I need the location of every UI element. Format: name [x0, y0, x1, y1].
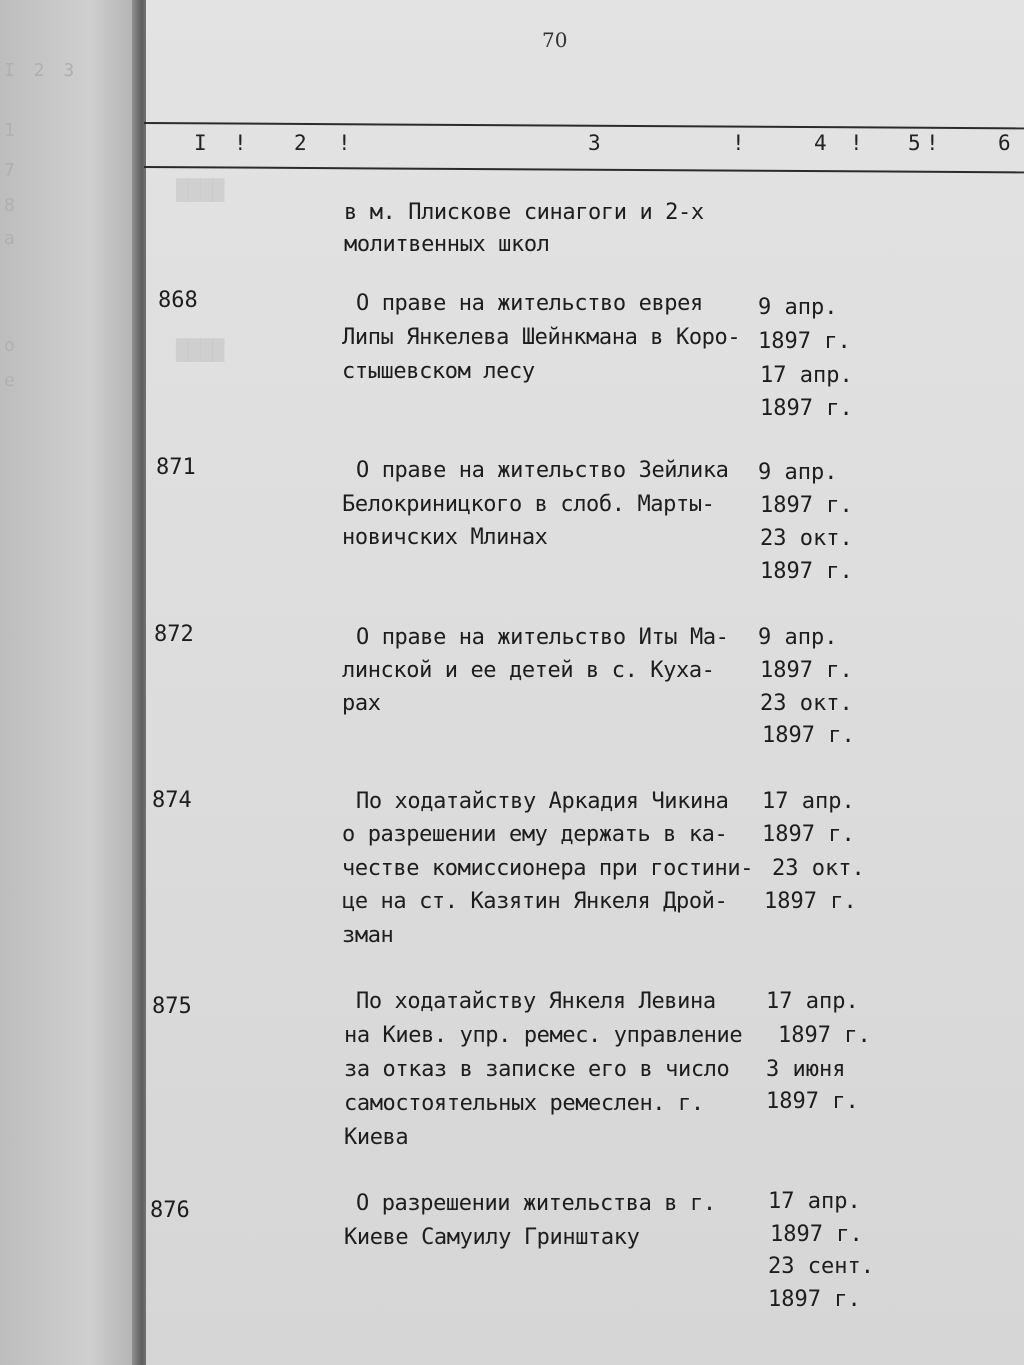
- entry-text-line: По ходатайству Янкеля Левина: [356, 989, 716, 1014]
- entry-text-line: По ходатайству Аркадия Чикина: [356, 789, 729, 814]
- entry-text-line: Белокриницкого в слоб. Марты-: [342, 492, 715, 517]
- entry-date: 1897 г.: [764, 889, 857, 914]
- entry-date: 1897 г.: [760, 658, 853, 683]
- column-header-5: 5: [908, 131, 921, 155]
- entry-text-line: Киева: [344, 1125, 409, 1150]
- page-number: 70: [542, 28, 568, 52]
- entry-text-line: новичских Млинах: [342, 525, 548, 550]
- entry-text-line: О праве на жительство Иты Ма-: [356, 625, 729, 650]
- column-header-3: 3: [588, 131, 601, 155]
- entry-date: 23 окт.: [760, 526, 853, 551]
- entry-date: 1897 г.: [760, 493, 853, 518]
- column-separator: !: [234, 131, 247, 155]
- entry-date: 1897 г.: [768, 1287, 861, 1312]
- entry-date: 1897 г.: [770, 1222, 863, 1247]
- entry-text-line: О праве на жительство еврея: [356, 291, 703, 316]
- table-top-rule: [144, 122, 1024, 129]
- previous-page-edge: [0, 0, 150, 1365]
- entry-date: 23 окт.: [772, 856, 865, 881]
- entry-date: 17 апр.: [762, 789, 855, 814]
- column-header-2: 2: [294, 131, 307, 155]
- bleed-through: ████: [176, 178, 225, 202]
- entry-text-line: Киеве Самуилу Гринштаку: [344, 1225, 640, 1250]
- entry-number: 875: [152, 994, 192, 1019]
- column-separator: !: [338, 131, 351, 155]
- entry-date: 23 окт.: [760, 691, 853, 716]
- entry-text-line: це на ст. Казятин Янкеля Дрой-: [342, 889, 728, 914]
- faded-mark: I 2 3: [4, 60, 79, 81]
- entry-text-line: рах: [342, 691, 381, 716]
- column-separator: !: [926, 131, 939, 155]
- column-separator: !: [732, 131, 745, 155]
- entry-date: 1897 г.: [758, 329, 851, 354]
- column-header-6: 6: [998, 131, 1011, 155]
- faded-mark: 7: [4, 160, 19, 181]
- entry-date: 9 апр.: [758, 460, 838, 485]
- entry-text-line: о разрешении ему держать в ка-: [342, 822, 728, 847]
- entry-date: 17 апр.: [766, 989, 859, 1014]
- entry-date: 1897 г.: [778, 1023, 871, 1048]
- entry-date: 1897 г.: [760, 396, 853, 421]
- entry-date: 23 сент.: [768, 1254, 874, 1279]
- entry-text-line: самостоятельных ремеслен. г.: [344, 1091, 704, 1116]
- entry-date: 9 апр.: [758, 295, 838, 320]
- document-page: [146, 0, 1024, 1365]
- entry-text-line: Липы Янкелева Шейнкмана в Коро-: [342, 325, 741, 350]
- entry-text-line: за отказ в записке его в число: [344, 1057, 730, 1082]
- entry-date: 3 июня: [766, 1057, 846, 1082]
- entry-date: 9 апр.: [758, 625, 838, 650]
- continuation-line: молитвенных школ: [344, 232, 550, 257]
- faded-mark: a: [4, 228, 19, 249]
- entry-number: 868: [158, 288, 198, 313]
- entry-text-line: О разрешении жительства в г.: [356, 1191, 716, 1216]
- faded-mark: 8: [4, 195, 19, 216]
- faded-mark: 1: [4, 120, 19, 141]
- continuation-line: в м. Плискове синагоги и 2-х: [344, 200, 704, 225]
- entry-number: 874: [152, 788, 192, 813]
- table-header-bottom-rule: [144, 166, 1024, 173]
- bleed-through: ████: [176, 338, 225, 362]
- entry-text-line: О праве на жительство Зейлика: [356, 458, 729, 483]
- entry-date: 1897 г.: [762, 723, 855, 748]
- entry-number: 876: [150, 1198, 190, 1223]
- entry-date: 17 апр.: [760, 363, 853, 388]
- entry-date: 17 апр.: [768, 1189, 861, 1214]
- column-header-4: 4: [814, 131, 827, 155]
- faded-mark: e: [4, 370, 19, 391]
- column-separator: !: [850, 131, 863, 155]
- entry-text-line: зман: [342, 923, 394, 948]
- entry-number: 872: [154, 622, 194, 647]
- column-header-1: I: [194, 131, 207, 155]
- entry-date: 1897 г.: [762, 822, 855, 847]
- faded-mark: o: [4, 335, 19, 356]
- entry-text-line: линской и ее детей в с. Куха-: [342, 658, 715, 683]
- entry-date: 1897 г.: [760, 559, 853, 584]
- entry-text-line: стышевском лесу: [342, 359, 535, 384]
- entry-date: 1897 г.: [766, 1089, 859, 1114]
- entry-text-line: на Киев. упр. ремес. управление: [344, 1023, 743, 1048]
- entry-text-line: честве комиссионера при гостини-: [342, 856, 754, 881]
- entry-number: 871: [156, 455, 196, 480]
